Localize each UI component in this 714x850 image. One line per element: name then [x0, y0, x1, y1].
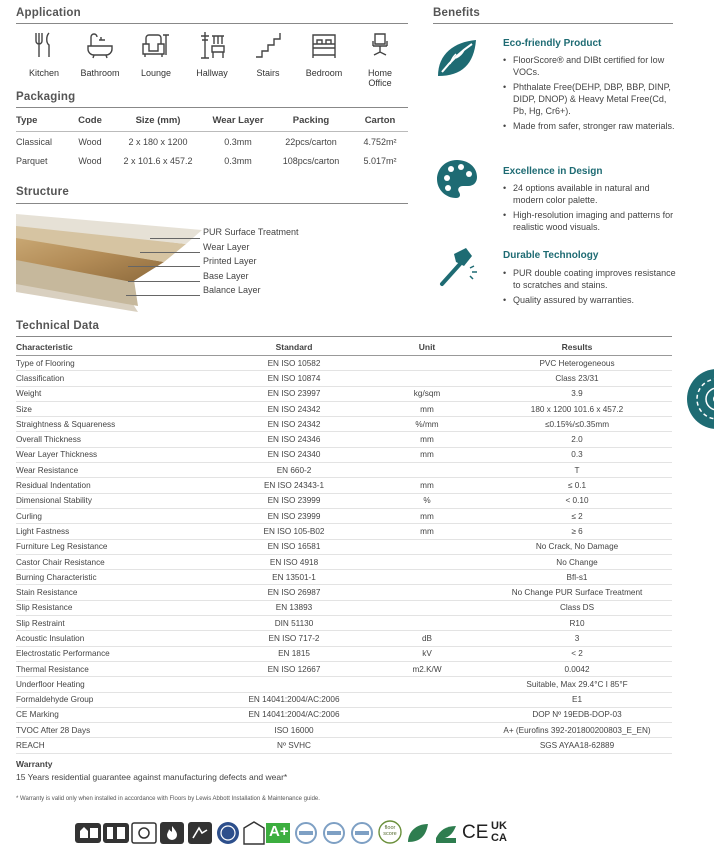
table-row [16, 585, 672, 600]
leader-line [128, 266, 200, 267]
table-cell: Weight [16, 386, 216, 401]
table-cell: EN ISO 16581 [216, 539, 372, 554]
warranty-text: 15 Years residential guarantee against manufacturing defects and wear* [16, 772, 288, 782]
table-cell: mm [372, 508, 482, 523]
table-cell: DOP Nº 19EDB-DOP-03 [482, 707, 672, 722]
table-row [16, 493, 672, 508]
table-row [16, 738, 672, 753]
table-cell: < 0.10 [482, 493, 672, 508]
bathtub-icon [85, 30, 115, 60]
packaging-header-row [16, 112, 408, 132]
table-row [16, 463, 672, 478]
technical-header: Unit [372, 340, 482, 356]
table-cell: Burning Characteristic [16, 570, 216, 585]
app-kitchen [16, 30, 72, 88]
table-cell: Dimensional Stability [16, 493, 216, 508]
table-row [16, 723, 672, 738]
certified-seal-icon [320, 820, 348, 846]
table-cell: E1 [482, 692, 672, 707]
table-row [16, 570, 672, 585]
table-cell: Bfl-s1 [482, 570, 672, 585]
application-rule [16, 23, 408, 24]
table-row [16, 692, 672, 707]
app-home-office [352, 30, 408, 88]
table-cell: DIN 51130 [216, 616, 372, 631]
table-cell: Suitable, Max 29.4°C I 85°F [482, 677, 672, 692]
packaging-header: Wear Layer [206, 112, 270, 132]
table-cell: Class DS [482, 600, 672, 615]
certified-seal-icon [292, 820, 320, 846]
bed-icon [309, 30, 339, 60]
packaging-cell: 4.752m² [363, 137, 397, 147]
technical-header-row [16, 340, 672, 356]
table-cell: EN 14041:2004/AC:2006 [216, 692, 372, 707]
list-item: • Quality assured by warranties. [503, 294, 678, 306]
stairs-icon [253, 30, 283, 60]
table-row [16, 386, 672, 401]
packaging-header: Size (mm) [110, 112, 206, 132]
app-label-stairs: Stairs [256, 68, 280, 78]
technical-header: Standard [216, 340, 372, 356]
leader-line [126, 295, 200, 296]
table-row [16, 646, 672, 661]
table-cell: EN ISO 717-2 [216, 631, 372, 646]
structure-title: Structure [16, 186, 69, 198]
floorscore-text: floor score [383, 825, 397, 837]
table-cell: EN ISO 12667 [216, 661, 372, 676]
table-cell: T [482, 463, 672, 478]
packaging-row [16, 151, 408, 170]
table-cell: dB [372, 631, 482, 646]
table-row [16, 417, 672, 432]
technical-header: Characteristic [16, 340, 216, 356]
app-bathroom [72, 30, 128, 88]
leaf-icon [434, 36, 480, 82]
packaging-cell: Wood [78, 156, 102, 166]
table-cell [372, 463, 482, 478]
table-cell: 180 x 1200 101.6 x 457.2 [482, 401, 672, 416]
table-row [16, 432, 672, 447]
structure-rule [16, 203, 408, 204]
table-row [16, 554, 672, 569]
packaging-header: Code [70, 112, 110, 132]
table-cell: EN ISO 105-B02 [216, 524, 372, 539]
table-cell [372, 570, 482, 585]
table-cell: Size [16, 401, 216, 416]
table-row [16, 539, 672, 554]
table-cell: EN ISO 24340 [216, 447, 372, 462]
app-label-kitchen: Kitchen [28, 68, 60, 78]
table-cell: EN ISO 24342 [216, 417, 372, 432]
table-row [16, 600, 672, 615]
table-cell: PVC Heterogeneous [482, 356, 672, 371]
table-cell [372, 371, 482, 386]
app-label-bathroom: Bathroom [80, 68, 120, 78]
decorative-floral-badge-icon [685, 367, 714, 431]
fire-rating-icon [158, 820, 186, 846]
table-cell: No Change [482, 554, 672, 569]
packaging-row [16, 132, 408, 152]
table-cell: 0.3 [482, 447, 672, 462]
table-cell [372, 692, 482, 707]
table-cell [372, 677, 482, 692]
table-cell: ≤ 0.1 [482, 478, 672, 493]
table-row [16, 356, 672, 371]
table-cell: Castor Chair Resistance [16, 554, 216, 569]
application-title: Application [16, 7, 81, 19]
benefit-list-eco [503, 54, 678, 135]
table-cell: EN 660-2 [216, 463, 372, 478]
packaging-table [16, 112, 408, 170]
table-cell: EN ISO 23999 [216, 508, 372, 523]
table-cell: Curling [16, 508, 216, 523]
layer-label-base: Base Layer [203, 271, 249, 281]
table-cell: EN ISO 4918 [216, 554, 372, 569]
table-cell: ≤ 2 [482, 508, 672, 523]
certified-seal-icon [348, 820, 376, 846]
table-cell [372, 738, 482, 753]
a-plus-text: A+ [269, 823, 289, 840]
table-row [16, 508, 672, 523]
table-cell: Class 23/31 [482, 371, 672, 386]
iso-badge-icon [214, 820, 242, 846]
phthalate-free-icon [404, 820, 432, 846]
list-item: • Made from safer, stronger raw materials. [503, 120, 678, 132]
packaging-cell: 2 x 101.6 x 457.2 [123, 156, 193, 166]
table-cell: kV [372, 646, 482, 661]
hammer-icon [434, 244, 480, 290]
warranty-title: Warranty [16, 759, 53, 769]
table-cell: EN 13893 [216, 600, 372, 615]
table-cell: EN ISO 24343-1 [216, 478, 372, 493]
table-cell [372, 616, 482, 631]
packaging-cell: 22pcs/carton [285, 137, 337, 147]
table-cell [372, 554, 482, 569]
technical-body [16, 356, 672, 754]
table-cell: EN ISO 26987 [216, 585, 372, 600]
packaging-header: Packing [270, 112, 352, 132]
table-row [16, 371, 672, 386]
table-cell: Overall Thickness [16, 432, 216, 447]
packaging-cell: Wood [78, 137, 102, 147]
packaging-header: Carton [352, 112, 408, 132]
table-cell: Furniture Leg Resistance [16, 539, 216, 554]
layer-label-pur: PUR Surface Treatment [203, 227, 299, 237]
table-cell: Nº SVHC [216, 738, 372, 753]
warranty-footnote: * Warranty is valid only when installed in accordance with Floors by Lewis Abbott Installation & Maintenance guide. [16, 796, 320, 802]
app-label-bedroom: Bedroom [305, 68, 343, 78]
slip-ds-icon [186, 820, 214, 846]
table-cell: Wear Resistance [16, 463, 216, 478]
table-cell [372, 600, 482, 615]
table-cell: No Crack, No Damage [482, 539, 672, 554]
benefit-list-durable [503, 267, 678, 309]
packaging-cell: 0.3mm [224, 137, 252, 147]
structure-layers-illustration [14, 210, 204, 316]
table-cell [372, 539, 482, 554]
table-cell: EN ISO 23997 [216, 386, 372, 401]
ukca-bottom: CA [491, 832, 507, 844]
table-cell: mm [372, 447, 482, 462]
layer-label-balance: Balance Layer [203, 285, 261, 295]
table-cell: EN ISO 24342 [216, 401, 372, 416]
benefit-list-design [503, 182, 678, 236]
leader-line [128, 281, 200, 282]
table-cell: %/mm [372, 417, 482, 432]
benefits-rule [433, 23, 673, 24]
table-row [16, 707, 672, 722]
benefits-title: Benefits [433, 7, 480, 19]
office-chair-icon [365, 30, 395, 60]
table-cell: Slip Resistance [16, 600, 216, 615]
packaging-title: Packaging [16, 91, 76, 103]
table-cell [216, 677, 372, 692]
table-cell: Underfloor Heating [16, 677, 216, 692]
table-cell: Electrostatic Performance [16, 646, 216, 661]
ukca-mark-icon [488, 820, 516, 846]
castor-chair-icon [130, 820, 158, 846]
layer-label-printed: Printed Layer [203, 256, 257, 266]
packaging-cell: Classical [16, 137, 53, 147]
table-cell: REACH [16, 738, 216, 753]
table-cell: m2.K/W [372, 661, 482, 676]
table-row [16, 677, 672, 692]
table-row [16, 661, 672, 676]
table-cell [372, 356, 482, 371]
table-cell: EN 1815 [216, 646, 372, 661]
table-cell: 3 [482, 631, 672, 646]
table-cell [372, 707, 482, 722]
table-cell: mm [372, 524, 482, 539]
app-label-home-office: Home Office [367, 68, 392, 88]
table-cell: Residual Indentation [16, 478, 216, 493]
table-row [16, 524, 672, 539]
list-item: • PUR double coating improves resistance to scratches and stains. [503, 267, 678, 291]
table-cell: Straightness & Squareness [16, 417, 216, 432]
app-hallway [184, 30, 240, 88]
armchair-icon [141, 30, 171, 60]
table-cell: Classification [16, 371, 216, 386]
table-cell: EN ISO 23999 [216, 493, 372, 508]
table-cell: kg/sqm [372, 386, 482, 401]
table-cell: 2.0 [482, 432, 672, 447]
table-cell: Formaldehyde Group [16, 692, 216, 707]
commercial-class-icon [102, 820, 130, 846]
app-label-hallway: Hallway [196, 68, 228, 78]
packaging-cell: 5.017m² [363, 156, 397, 166]
benefit-title-eco: Eco-friendly Product [503, 38, 602, 49]
table-cell: 3.9 [482, 386, 672, 401]
table-cell: Stain Resistance [16, 585, 216, 600]
app-bedroom [296, 30, 352, 88]
ce-text: CE [462, 822, 489, 843]
table-cell: CE Marking [16, 707, 216, 722]
a-plus-rating-icon [242, 820, 292, 846]
technical-rule [16, 336, 672, 337]
kitchen-icon [29, 30, 59, 60]
table-row [16, 447, 672, 462]
leader-line [140, 252, 200, 253]
palette-icon [434, 156, 480, 202]
packaging-cell: 2 x 180 x 1200 [128, 137, 188, 147]
layer-label-wear: Wear Layer [203, 242, 250, 252]
app-lounge [128, 30, 184, 88]
table-cell: Slip Restraint [16, 616, 216, 631]
benefit-title-design: Excellence in Design [503, 166, 603, 177]
table-cell: 0.0042 [482, 661, 672, 676]
table-cell: TVOC After 28 Days [16, 723, 216, 738]
ukca-top: UK [491, 820, 507, 832]
certification-logos [74, 820, 516, 846]
table-cell: % [372, 493, 482, 508]
coat-rack-icon [197, 30, 227, 60]
app-label-lounge: Lounge [140, 68, 172, 78]
table-cell: ≤0.15%/≤0.35mm [482, 417, 672, 432]
table-row [16, 401, 672, 416]
table-cell: Acoustic Insulation [16, 631, 216, 646]
table-cell: Wear Layer Thickness [16, 447, 216, 462]
packaging-header: Type [16, 112, 70, 132]
table-cell: Light Fastness [16, 524, 216, 539]
table-row [16, 616, 672, 631]
table-cell: < 2 [482, 646, 672, 661]
ce-mark-icon [460, 820, 488, 846]
app-stairs [240, 30, 296, 88]
technical-header: Results [482, 340, 672, 356]
residential-class-icon [74, 820, 102, 846]
technical-table [16, 340, 672, 754]
eco-leaf-icon [432, 820, 460, 846]
benefit-title-durable: Durable Technology [503, 250, 599, 261]
floorscore-icon [376, 820, 404, 846]
table-cell: mm [372, 432, 482, 447]
table-cell: Thermal Resistance [16, 661, 216, 676]
table-cell: Type of Flooring [16, 356, 216, 371]
list-item: • Phthalate Free(DEHP, DBP, BBP, DINP, DIDP, DNOP) & Heavy Metal Free(Cd, Pb, Hg, Cr6+). [503, 81, 678, 117]
list-item: • High-resolution imaging and patterns for realistic wood visuals. [503, 209, 678, 233]
table-cell: ≥ 6 [482, 524, 672, 539]
table-row [16, 478, 672, 493]
table-cell: EN ISO 10874 [216, 371, 372, 386]
leader-line [150, 238, 200, 239]
packaging-cell: 0.3mm [224, 156, 252, 166]
application-icons [16, 30, 408, 88]
table-cell: EN 14041:2004/AC:2006 [216, 707, 372, 722]
table-cell: mm [372, 401, 482, 416]
table-cell [372, 585, 482, 600]
packaging-cell: 108pcs/carton [282, 156, 340, 166]
packaging-cell: Parquet [16, 156, 48, 166]
table-cell: EN 13501-1 [216, 570, 372, 585]
table-cell [372, 723, 482, 738]
packaging-rule [16, 107, 408, 108]
technical-title: Technical Data [16, 320, 100, 332]
table-cell: R10 [482, 616, 672, 631]
table-cell: EN ISO 10582 [216, 356, 372, 371]
table-cell: mm [372, 478, 482, 493]
list-item: • 24 options available in natural and modern color palette. [503, 182, 678, 206]
table-cell: EN ISO 24346 [216, 432, 372, 447]
table-cell: SGS AYAA18-62889 [482, 738, 672, 753]
table-cell: No Change PUR Surface Treatment [482, 585, 672, 600]
table-cell: A+ (Eurofins 392-201800200803_E_EN) [482, 723, 672, 738]
list-item: • FloorScore® and DIBt certified for low VOCs. [503, 54, 678, 78]
table-row [16, 631, 672, 646]
table-cell: ISO 16000 [216, 723, 372, 738]
